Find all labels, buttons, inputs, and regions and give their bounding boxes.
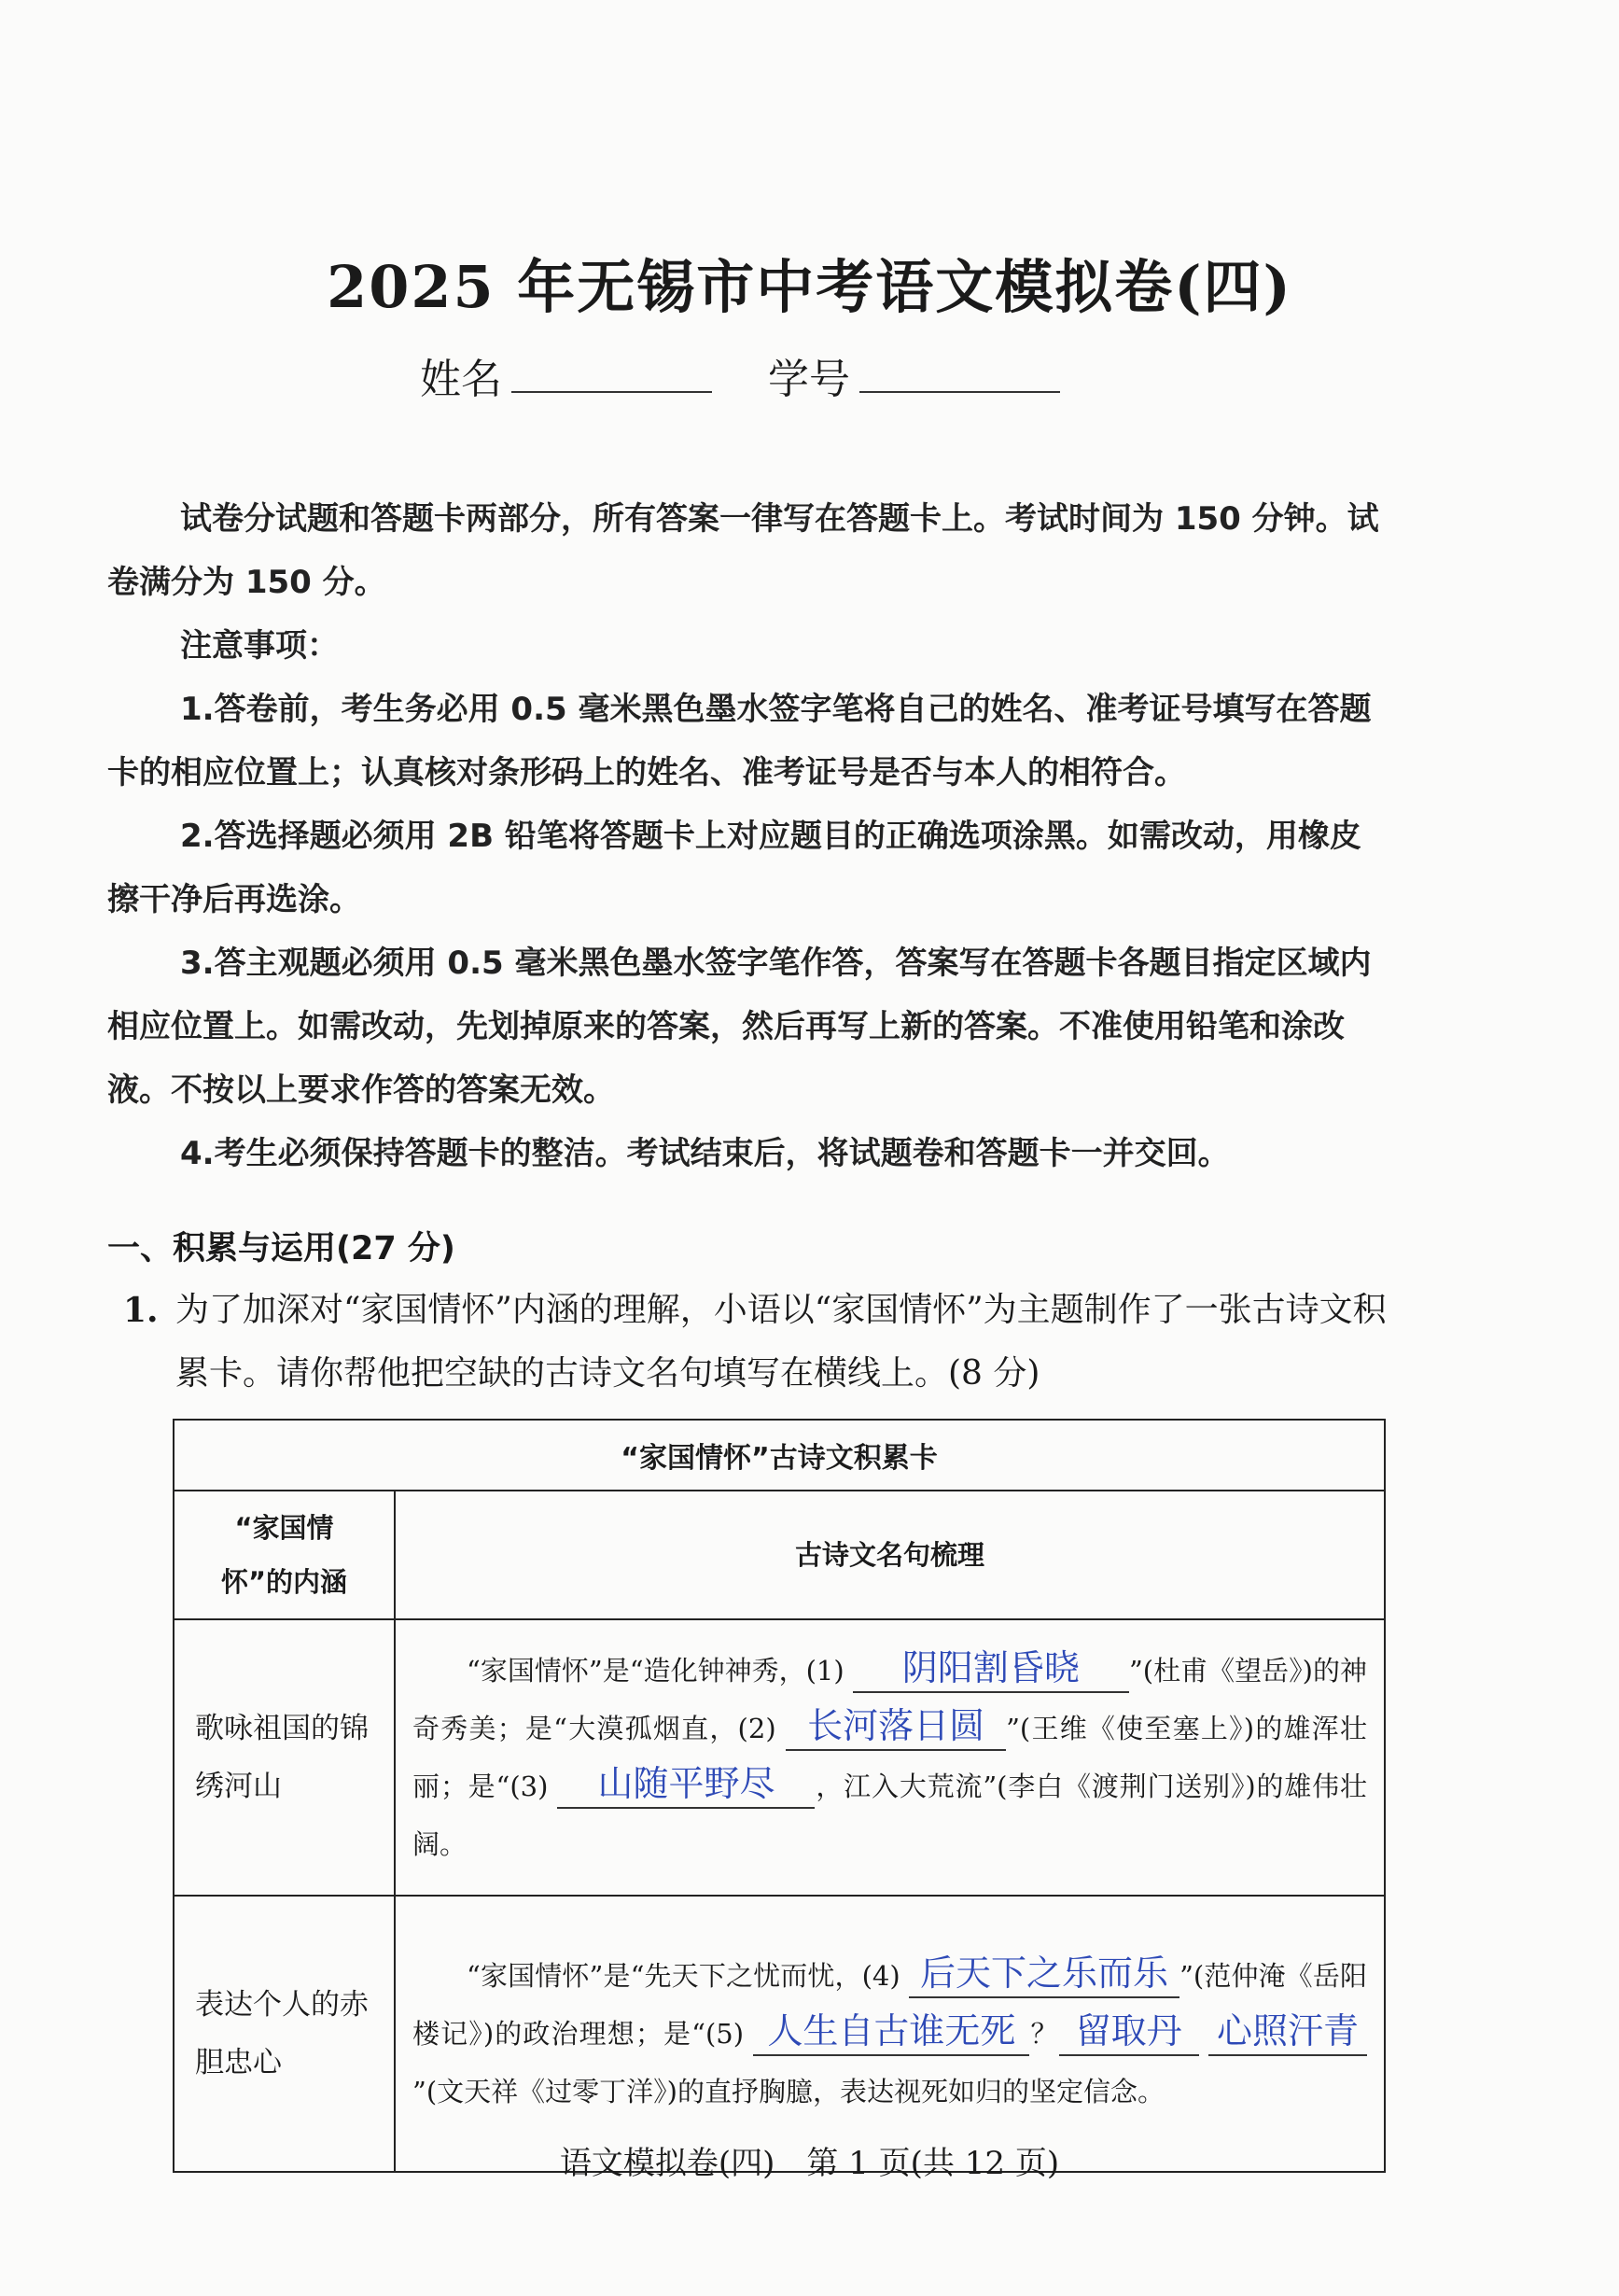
question-text: 为了加深对“家国情怀”内涵的理解，小语以“家国情怀”为主题制作了一张古诗文积累卡。请你帮他把空缺的古诗文名句填写在横线上。(8 分) [175, 1291, 1387, 1393]
intro-paragraph: 试卷分试题和答题卡两部分，所有答案一律写在答题卡上。考试时间为 150 分钟。试卷满分为 150 分。 [107, 500, 1379, 601]
answer-5b[interactable]: 留取丹 [1059, 2008, 1199, 2056]
question-1 [123, 1279, 1388, 1406]
row1-content: “家国情怀”是“造化钟神秀，(1) 阴阳割昏晓 ”(杜甫《望岳》)的神奇秀美；是“大漠孤烟直，(2) 长河落日圆 ”(王维《使至塞上》)的雄浑壮丽；是“(3) 山随平野尽 ，江入大荒流”(李白《渡荆门送别》)的雄伟壮阔。 [395, 1619, 1385, 1896]
section-title: 一、积累与运用(27 分) [107, 1230, 455, 1267]
question-mark: ？ [1029, 2018, 1059, 2050]
name-label: 姓名 [420, 356, 502, 403]
name-blank[interactable] [511, 357, 712, 393]
accumulation-card [173, 1419, 1386, 2173]
answer-1[interactable]: 阴阳割昏晓 [853, 1645, 1129, 1693]
answer-2[interactable]: 长河落日圆 [786, 1702, 1006, 1751]
notice-item-4: 4.考生必须保持答题卡的整洁。考试结束后，将试题卷和答题卡一并交回。 [180, 1135, 1230, 1172]
question-number: 1. [123, 1291, 159, 1330]
exam-title: 2025 年无锡市中考语文模拟卷(四) [327, 253, 1292, 321]
notice-item-1: 1.答卷前，考生务必用 0.5 毫米黑色墨水签字笔将自己的姓名、准考证号填写在答题卡的相应位置上；认真核对条形码上的姓名、准考证号是否与本人的相符合。 [107, 691, 1372, 791]
card-title: “家国情怀”古诗文积累卡 [174, 1420, 1385, 1491]
answer-5c[interactable]: 心照汗青 [1208, 2008, 1367, 2056]
id-label: 学号 [768, 356, 850, 403]
notice-title: 注意事项： [180, 627, 339, 665]
row2-label: 表达个人的赤胆忠心 [174, 1896, 395, 2172]
col2-header: 古诗文名句梳理 [395, 1491, 1385, 1619]
row2-content: “家国情怀”是“先天下之忧而忧，(4) 后天下之乐而乐 ”(范仲淹《岳阳楼记》)的政治理想；是“(5) 人生自古谁无死 ？ 留取丹 心照汗青”(文天祥《过零丁洋》)的直抒胸臆，表达视死如归的坚定信念。 [395, 1896, 1385, 2172]
col1-header: “家国情怀”的内涵 [174, 1491, 395, 1619]
answer-3[interactable]: 山随平野尽 [557, 1760, 815, 1809]
name-id-line [420, 345, 1060, 405]
row1-label: 歌咏祖国的锦绣河山 [174, 1619, 395, 1896]
instructions [107, 487, 1386, 1185]
notice-item-2: 2.答选择题必须用 2B 铅笔将答题卡上对应题目的正确选项涂黑。如需改动，用橡皮擦干净后再选涂。 [107, 818, 1361, 918]
notice-item-3: 3.答主观题必须用 0.5 毫米黑色墨水签字笔作答，答案写在答题卡各题目指定区域内相应位置上。如需改动，先划掉原来的答案，然后再写上新的答案。不准使用铅笔和涂改液。不按以上要求作答的答案无效。 [107, 945, 1372, 1109]
id-blank[interactable] [859, 357, 1060, 393]
answer-5a[interactable]: 人生自古谁无死 [753, 2008, 1029, 2056]
answer-4[interactable]: 后天下之乐而乐 [909, 1950, 1179, 1998]
page-footer: 语文模拟卷(四) 第 1 页(共 12 页) [559, 2145, 1060, 2182]
